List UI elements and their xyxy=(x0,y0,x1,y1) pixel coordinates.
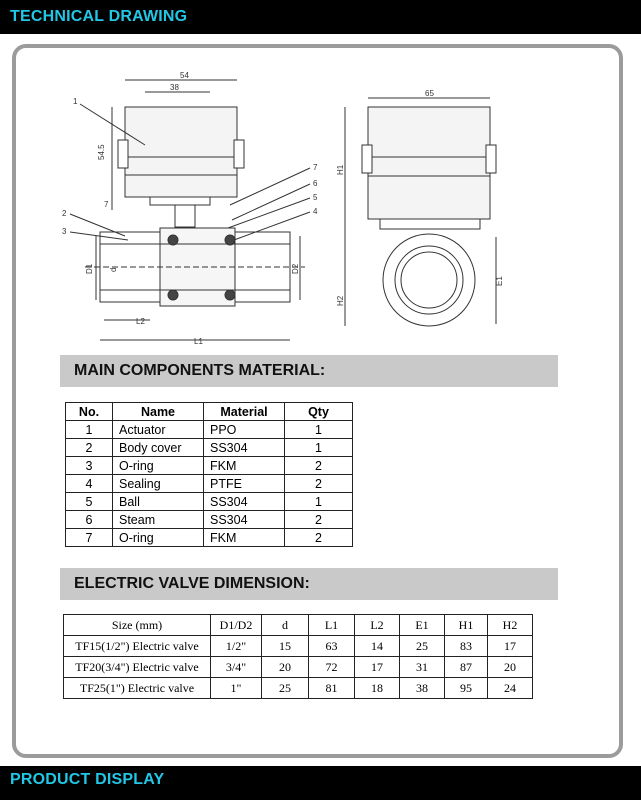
cell: 20 xyxy=(488,657,533,678)
actuator-front-view xyxy=(368,107,490,219)
cell: Body cover xyxy=(113,439,204,457)
cell: TF20(3/4") Electric valve xyxy=(64,657,211,678)
callout-1: 1 xyxy=(73,97,78,106)
valve-port-circle xyxy=(383,234,475,326)
table-row xyxy=(64,636,533,657)
dim-D1: D1 xyxy=(85,263,94,274)
cell: 17 xyxy=(355,657,400,678)
cell: 2 xyxy=(66,439,113,457)
footer-title: PRODUCT DISPLAY xyxy=(10,771,165,788)
cell: 15 xyxy=(262,636,309,657)
table-row xyxy=(66,439,353,457)
dim-H2: H2 xyxy=(336,295,345,306)
col-l1: L1 xyxy=(309,615,355,636)
materials-title: MAIN COMPONENTS MATERIAL: xyxy=(74,362,326,379)
cell: 18 xyxy=(355,678,400,699)
cell: 2 xyxy=(285,475,353,493)
col-h1: H1 xyxy=(445,615,488,636)
footer-bar xyxy=(0,766,641,800)
technical-drawing xyxy=(0,0,641,345)
dim-H1: H1 xyxy=(336,164,345,175)
table-row xyxy=(66,421,353,439)
table-row xyxy=(66,457,353,475)
callout-2: 2 xyxy=(62,209,67,218)
cell: 7 xyxy=(66,529,113,547)
cell: O-ring xyxy=(113,529,204,547)
materials-header-row xyxy=(66,403,353,421)
cell: 72 xyxy=(309,657,355,678)
col-material: Material xyxy=(204,403,285,421)
col-e1: E1 xyxy=(400,615,445,636)
valve-stem xyxy=(175,205,195,227)
cell: 1 xyxy=(285,493,353,511)
col-d1d2: D1/D2 xyxy=(211,615,262,636)
cell: 83 xyxy=(445,636,488,657)
col-qty: Qty xyxy=(285,403,353,421)
materials-table xyxy=(65,402,353,547)
dim-38: 38 xyxy=(170,83,179,92)
cell: FKM xyxy=(204,457,285,475)
callout-5: 5 xyxy=(313,193,318,202)
dim-54: 54 xyxy=(180,71,189,80)
cell: 14 xyxy=(355,636,400,657)
cell: 1/2" xyxy=(211,636,262,657)
table-row xyxy=(64,657,533,678)
col-l2: L2 xyxy=(355,615,400,636)
cell: 31 xyxy=(400,657,445,678)
callout-7: 7 xyxy=(313,163,318,172)
callout-6: 6 xyxy=(313,179,318,188)
cell: 1" xyxy=(211,678,262,699)
col-size: Size (mm) xyxy=(64,615,211,636)
cell: 2 xyxy=(285,529,353,547)
cell: 20 xyxy=(262,657,309,678)
header-title: TECHNICAL DRAWING xyxy=(10,8,188,25)
cell: SS304 xyxy=(204,511,285,529)
dim-L1: L1 xyxy=(194,337,203,345)
cell: 25 xyxy=(262,678,309,699)
dim-L2: L2 xyxy=(136,317,145,326)
dim-65: 65 xyxy=(425,89,434,98)
cell: 63 xyxy=(309,636,355,657)
col-name: Name xyxy=(113,403,204,421)
actuator-body xyxy=(125,107,237,197)
cell: 3/4" xyxy=(211,657,262,678)
cell: SS304 xyxy=(204,439,285,457)
cell: SS304 xyxy=(204,493,285,511)
col-d: d xyxy=(262,615,309,636)
cell: PPO xyxy=(204,421,285,439)
cell: Sealing xyxy=(113,475,204,493)
dim-54-5: 54.5 xyxy=(97,144,106,160)
dim-E1: E1 xyxy=(495,276,504,286)
cell: 24 xyxy=(488,678,533,699)
dimension-section-header xyxy=(60,568,558,600)
cell: 1 xyxy=(285,421,353,439)
cell: 17 xyxy=(488,636,533,657)
cell: 87 xyxy=(445,657,488,678)
dimension-title: ELECTRIC VALVE DIMENSION: xyxy=(74,575,310,592)
cell: TF15(1/2") Electric valve xyxy=(64,636,211,657)
cell: 6 xyxy=(66,511,113,529)
table-row xyxy=(66,529,353,547)
table-row xyxy=(64,678,533,699)
cell: 95 xyxy=(445,678,488,699)
dimension-table xyxy=(63,614,533,699)
table-row xyxy=(66,493,353,511)
cell: 1 xyxy=(285,439,353,457)
cell: 4 xyxy=(66,475,113,493)
callout-3: 3 xyxy=(62,227,67,236)
cell: 5 xyxy=(66,493,113,511)
cell: 81 xyxy=(309,678,355,699)
cell: FKM xyxy=(204,529,285,547)
cell: 3 xyxy=(66,457,113,475)
dim-d: d xyxy=(109,267,118,272)
cell: 25 xyxy=(400,636,445,657)
dim-7: 7 xyxy=(104,200,109,209)
cell: Ball xyxy=(113,493,204,511)
cell: 2 xyxy=(285,457,353,475)
col-h2: H2 xyxy=(488,615,533,636)
dimension-header-row xyxy=(64,615,533,636)
cell: Steam xyxy=(113,511,204,529)
cell: PTFE xyxy=(204,475,285,493)
dim-D2: D2 xyxy=(291,263,300,274)
callout-4: 4 xyxy=(313,207,318,216)
table-row xyxy=(66,511,353,529)
cell: 1 xyxy=(66,421,113,439)
cell: TF25(1") Electric valve xyxy=(64,678,211,699)
cell: 38 xyxy=(400,678,445,699)
cell: 2 xyxy=(285,511,353,529)
cell: O-ring xyxy=(113,457,204,475)
materials-section-header xyxy=(60,355,558,387)
col-no: No. xyxy=(66,403,113,421)
table-row xyxy=(66,475,353,493)
cell: Actuator xyxy=(113,421,204,439)
